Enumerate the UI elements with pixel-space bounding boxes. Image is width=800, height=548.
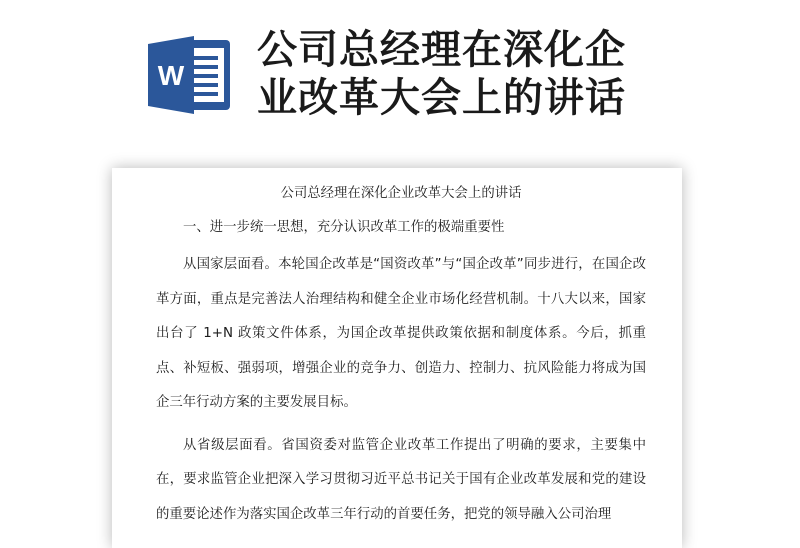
paragraph-national: 从国家层面看。本轮国企改革是“国资改革”与“国企改革”同步进行，在国企改革方面，重点是完善法人治理结构和健全企业市场化经营机制。十八大以来，国家出台了 1+N 政策文件体系，为国企改革提供政策依据和制度体系。今后，抓重点、补短板、强弱项，增强企业的竞争力、创造力、控制力、抗风险能力将成为国企三年行动方案的主要发展目标。	[156, 257, 646, 410]
banner-title	[257, 26, 677, 122]
word-document-icon	[144, 34, 234, 116]
banner	[0, 0, 800, 150]
paragraph-provincial: 从省级层面看。省国资委对监管企业改革工作提出了明确的要求，主要集中在，要求监管企业把深入学习贯彻习近平总书记关于国有企业改革发展和党的建设的重要论述作为落实国企改革三年行动的首要任务，把党的领导融入公司治理	[156, 437, 646, 522]
document-title: 公司总经理在深化企业改革大会上的讲话	[280, 186, 522, 201]
banner-title-line-1: 公司总经理在深化企	[257, 27, 626, 73]
document-body	[156, 178, 646, 532]
section-heading: 一、进一步统一思想，充分认识改革工作的极端重要性	[183, 220, 505, 235]
banner-title-line-2: 业改革大会上的讲话	[257, 75, 626, 121]
word-icon-letter: W	[157, 60, 185, 91]
